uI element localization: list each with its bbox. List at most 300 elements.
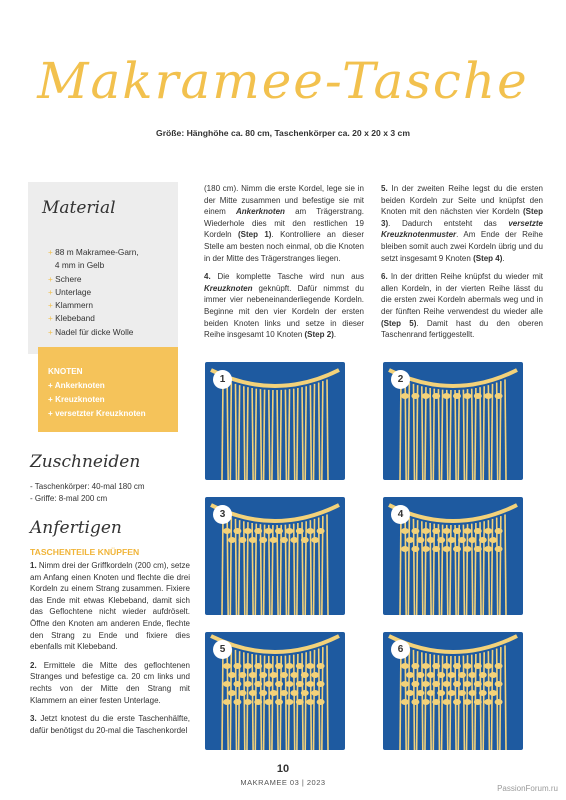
cord: [405, 647, 406, 750]
list-item: + Klammern: [48, 299, 139, 312]
step-photo-2: [383, 362, 523, 480]
knot: [432, 546, 440, 552]
knot: [453, 393, 461, 399]
cord: [500, 647, 501, 750]
knot: [254, 663, 262, 669]
cord: [222, 379, 223, 480]
knot: [296, 663, 304, 669]
knot: [270, 672, 278, 678]
knot: [244, 699, 252, 705]
knot: [411, 528, 419, 534]
cord: [455, 525, 456, 615]
knot: [458, 672, 466, 678]
knot: [244, 528, 252, 534]
knot: [233, 681, 241, 687]
step-badge: 2: [391, 370, 410, 389]
knot: [495, 699, 503, 705]
step-photo-4: [383, 497, 523, 615]
knot: [296, 681, 304, 687]
cord: [260, 389, 261, 480]
knot: [280, 690, 288, 696]
making-subheading: TASCHENTEILE KNÜPFEN: [30, 547, 140, 557]
knot: [416, 537, 424, 543]
cord: [475, 388, 476, 480]
knot: [275, 528, 283, 534]
cord: [492, 519, 493, 615]
knot: [484, 699, 492, 705]
step-number: 6.: [381, 272, 388, 282]
knot: [254, 681, 262, 687]
knot: [443, 699, 451, 705]
knot: [296, 528, 304, 534]
knot: [427, 690, 435, 696]
step-badge: 5: [213, 640, 232, 659]
knot: [463, 393, 471, 399]
knot: [484, 681, 492, 687]
knot: [411, 699, 419, 705]
step-number: 5.: [381, 184, 388, 193]
step-photo-1: [205, 362, 345, 480]
step-6: 6. In der dritten Reihe knüpfst du wieder mit allen Kordeln, in der vierten Reihe lässt du die ersten zwei Kordeln abermals weg und in der fünften Reihe verwendest du wieder alle (Step 5). Damit hast du den oberen Taschenrand fertiggestellt.: [381, 272, 543, 340]
knot: [270, 537, 278, 543]
knot: [228, 672, 236, 678]
cord: [255, 524, 256, 615]
knot: [265, 699, 273, 705]
knot: [254, 699, 262, 705]
knot: [422, 681, 430, 687]
cord: [272, 390, 273, 480]
cord: [222, 514, 223, 615]
step-number: 4.: [204, 272, 211, 282]
magazine-info: MAKRAMEE 03 | 2023: [240, 778, 326, 787]
knot: [427, 537, 435, 543]
knot: [290, 537, 298, 543]
knot: [416, 672, 424, 678]
cord: [327, 379, 328, 480]
cord: [327, 514, 328, 615]
knot: [437, 537, 445, 543]
cord: [302, 387, 303, 480]
cord: [480, 387, 481, 480]
step-3: [30, 713, 190, 736]
cord: [505, 379, 506, 480]
cord: [463, 390, 464, 480]
page-title: Makramee-Tasche: [37, 52, 529, 110]
knots-list: [48, 365, 146, 421]
knot: [223, 699, 231, 705]
knot: [411, 663, 419, 669]
list-item: + Nadel für dicke Wolle: [48, 326, 139, 339]
knot: [311, 537, 319, 543]
knot: [427, 672, 435, 678]
cord: [255, 389, 256, 480]
cord: [425, 387, 426, 480]
knot: [285, 528, 293, 534]
cord: [277, 525, 278, 615]
knot: [432, 681, 440, 687]
material-list: [48, 246, 139, 339]
cord: [467, 524, 468, 615]
knot: [244, 681, 252, 687]
step-photo-3: [205, 497, 345, 615]
knot: [422, 393, 430, 399]
knot: [296, 699, 304, 705]
knot: [249, 672, 257, 678]
knot: [249, 690, 257, 696]
knot: [453, 528, 461, 534]
step-badge: 1: [213, 370, 232, 389]
knot: [448, 690, 456, 696]
cord: [467, 389, 468, 480]
knot: [259, 690, 267, 696]
knot: [463, 546, 471, 552]
material-heading: Material: [42, 198, 116, 218]
knot: [285, 663, 293, 669]
cord: [447, 390, 448, 480]
cord: [247, 522, 248, 615]
step-badge: 3: [213, 505, 232, 524]
cord: [297, 388, 298, 480]
cord: [227, 381, 228, 480]
cord: [433, 389, 434, 480]
cord: [400, 645, 401, 750]
cord: [422, 386, 423, 480]
cord: [480, 522, 481, 615]
knot: [317, 699, 325, 705]
knot: [422, 546, 430, 552]
knot: [285, 699, 293, 705]
knot: [275, 681, 283, 687]
knot: [463, 663, 471, 669]
knot: [468, 537, 476, 543]
cord: [310, 385, 311, 480]
cord: [492, 384, 493, 480]
cord: [483, 652, 484, 750]
knot: [401, 699, 409, 705]
cord: [280, 390, 281, 480]
cord: [314, 519, 315, 615]
list-item: + Schere: [48, 273, 139, 286]
knots-card: [38, 347, 178, 432]
step-text: Ermittele die Mitte des geflochtenen Stranges und befestige ca. 20 cm links und rechts von der Mitte den Strang mit Klammern an einer festen Unterlage.: [30, 660, 190, 705]
cord: [425, 522, 426, 615]
knot: [401, 681, 409, 687]
step-5: 5. In der zweiten Reihe legst du die ersten beiden Kordeln zur Seite und knüpfst den Knoten mit den nächsten vier Kordeln (Step 3). Dadurch entsteht das versetzte Kreuzknotenmuster. Am Ende der Reihe bleiben somit auch zwei Kordeln übrig und du setzt insgesamt 9 Knoten (Step 4).: [381, 184, 543, 263]
knot: [443, 681, 451, 687]
knot: [468, 690, 476, 696]
knot: [249, 537, 257, 543]
knot: [411, 546, 419, 552]
cord: [450, 390, 451, 480]
cord: [269, 390, 270, 480]
cord: [488, 520, 489, 615]
knot: [401, 663, 409, 669]
knot: [484, 393, 492, 399]
knot: [406, 690, 414, 696]
cord: [247, 387, 248, 480]
knots-heading: KNOTEN: [48, 367, 83, 376]
cord: [442, 390, 443, 480]
knot: [495, 546, 503, 552]
knot: [244, 663, 252, 669]
knot: [489, 672, 497, 678]
knot: [301, 672, 309, 678]
knot: [306, 681, 314, 687]
cord: [252, 388, 253, 480]
knot: [265, 663, 273, 669]
step-number: 2.: [30, 660, 37, 670]
knot: [458, 537, 466, 543]
knot: [280, 672, 288, 678]
cutting-line: - Griffe: 8-mal 200 cm: [30, 494, 108, 503]
cord: [430, 654, 431, 750]
knot: [474, 528, 482, 534]
step-badge: 6: [391, 640, 410, 659]
cord: [417, 385, 418, 480]
step-1: [30, 560, 190, 653]
knot: [317, 663, 325, 669]
knot: [254, 528, 262, 534]
cord: [269, 525, 270, 615]
list-item: + 88 m Makramee-Garn,: [48, 246, 139, 259]
cord: [433, 524, 434, 615]
knot: [437, 690, 445, 696]
knot: [290, 690, 298, 696]
knot: [432, 663, 440, 669]
knot: [401, 393, 409, 399]
list-item: + versetzter Kreuzknoten: [48, 407, 146, 421]
knot: [275, 663, 283, 669]
knot: [422, 663, 430, 669]
cord: [289, 389, 290, 480]
cord: [455, 390, 456, 480]
knot: [223, 681, 231, 687]
knot: [484, 546, 492, 552]
making-heading: Anfertigen: [30, 518, 122, 538]
knot: [223, 528, 231, 534]
knot: [238, 672, 246, 678]
cord: [277, 390, 278, 480]
cord: [472, 389, 473, 480]
list-item: + Unterlage: [48, 286, 139, 299]
knot: [443, 663, 451, 669]
cord: [408, 649, 409, 750]
list-item: + Klebeband: [48, 312, 139, 325]
knot: [275, 699, 283, 705]
cord: [235, 384, 236, 480]
cord: [305, 521, 306, 615]
knot: [265, 681, 273, 687]
knot: [443, 393, 451, 399]
cord: [319, 383, 320, 480]
cord: [305, 652, 306, 750]
knot: [474, 681, 482, 687]
cord: [305, 386, 306, 480]
knot: [233, 699, 241, 705]
cord: [458, 390, 459, 480]
step-text: Nimm drei der Griffkordeln (200 cm), setze am Anfang einen Knoten und flechte die drei Kordeln zu einem Strang zusammen. Fixiere das Ende mit etwas Klebeband, damit sich das Geflochtene nicht wieder aufdröselt. Öffne den Knoten am anderen Ende, flechte den Strang zu Ende und fixiere dies ebenfalls mit Klebeband.: [30, 561, 190, 652]
knot: [401, 546, 409, 552]
cord: [244, 386, 245, 480]
cord: [475, 523, 476, 615]
cord: [447, 525, 448, 615]
knot: [411, 393, 419, 399]
cord: [239, 520, 240, 615]
cutting-heading: Zuschneiden: [30, 452, 141, 472]
step-3-continued: (180 cm). Nimm die erste Kordel, lege sie in der Mitte zusammen und befestige sie mit einem Ankerknoten am Trägerstrang. Wiederhole dies mit den restlichen 19 Kordeln (Step 1). Kontrolliere an dieser Stelle am besten noch einmal, ob die Knoten in der Mitte des Trägerstranges liegen.: [204, 184, 365, 263]
knot: [406, 672, 414, 678]
cutting-line: - Taschenkörper: 40-mal 180 cm: [30, 482, 145, 491]
knot: [453, 546, 461, 552]
cord: [327, 645, 328, 750]
cord: [244, 521, 245, 615]
step-photo-6: [383, 632, 523, 750]
knot: [311, 672, 319, 678]
step-2: [30, 660, 190, 706]
step-number: 1.: [30, 561, 37, 570]
knot: [270, 690, 278, 696]
list-item: + Ankerknoten: [48, 379, 146, 393]
cord: [252, 654, 253, 750]
knot: [432, 528, 440, 534]
knot: [468, 672, 476, 678]
knot: [484, 528, 492, 534]
knot: [489, 690, 497, 696]
knot: [474, 699, 482, 705]
knot: [463, 528, 471, 534]
cord: [289, 524, 290, 615]
knot: [495, 393, 503, 399]
knot: [311, 690, 319, 696]
page-number: 10: [276, 763, 290, 775]
cord: [222, 645, 223, 750]
knot: [228, 690, 236, 696]
cord: [442, 656, 443, 750]
cord: [252, 523, 253, 615]
cord: [310, 520, 311, 615]
cord: [230, 383, 231, 480]
knot: [233, 528, 241, 534]
cord: [505, 645, 506, 750]
knot: [422, 699, 430, 705]
cord: [230, 649, 231, 750]
knot: [306, 528, 314, 534]
knot: [301, 690, 309, 696]
knot: [238, 537, 246, 543]
knot: [479, 672, 487, 678]
cord: [417, 520, 418, 615]
knot: [317, 681, 325, 687]
knot: [432, 699, 440, 705]
knot: [416, 690, 424, 696]
knot: [463, 699, 471, 705]
knot: [489, 537, 497, 543]
knot: [401, 528, 409, 534]
knot: [301, 537, 309, 543]
cord: [322, 381, 323, 480]
cord: [400, 379, 401, 480]
step-text: Jetzt knotest du die erste Taschenhälfte, dafür benötigst du 20-mal die Taschenkordel: [30, 714, 190, 735]
cord: [488, 385, 489, 480]
cord: [294, 655, 295, 750]
list-item: 4 mm in Gelb: [54, 260, 105, 271]
knot: [474, 663, 482, 669]
knot: [443, 546, 451, 552]
cord: [302, 522, 303, 615]
knot: [463, 681, 471, 687]
text-column-left: [30, 560, 190, 743]
cord: [297, 523, 298, 615]
step-number: 3.: [30, 714, 37, 724]
cord: [400, 514, 401, 615]
knot: [443, 528, 451, 534]
cord: [430, 523, 431, 615]
step-badge: 4: [391, 505, 410, 524]
knot: [479, 537, 487, 543]
cord: [239, 385, 240, 480]
text-column-right: [381, 183, 543, 348]
cord: [264, 390, 265, 480]
cord: [483, 386, 484, 480]
cord: [294, 389, 295, 480]
knot: [437, 672, 445, 678]
list-item: + Kreuzknoten: [48, 393, 146, 407]
knot: [228, 537, 236, 543]
knot: [458, 690, 466, 696]
cord: [227, 647, 228, 750]
knot: [484, 663, 492, 669]
knot: [422, 528, 430, 534]
watermark: PassionForum.ru: [497, 784, 558, 793]
cord: [472, 655, 473, 750]
knot: [453, 681, 461, 687]
cord: [505, 514, 506, 615]
knot: [285, 681, 293, 687]
size-info: Größe: Hänghöhe ca. 80 cm, Taschenkörper ca. 20 x 20 x 3 cm: [156, 128, 410, 138]
knot: [453, 663, 461, 669]
knot: [280, 537, 288, 543]
knot: [306, 663, 314, 669]
knot: [265, 528, 273, 534]
cord: [438, 389, 439, 480]
knot: [474, 393, 482, 399]
knot: [448, 537, 456, 543]
knot: [233, 663, 241, 669]
material-card: [28, 182, 178, 354]
step-4: 4. Die komplette Tasche wird nun aus Kreuzknoten geknüpft. Dafür nimmst du immer vier nebeneinanderliegende Kordeln. Beginne mit den vier Kordeln der ersten beiden Knoten links und setze in dieser Reihe insgesamt 10 Knoten (Step 2).: [204, 272, 364, 340]
knot: [238, 690, 246, 696]
knot: [306, 699, 314, 705]
knot: [259, 537, 267, 543]
knot: [290, 672, 298, 678]
knot: [448, 672, 456, 678]
knot: [495, 528, 503, 534]
text-column-middle: [204, 183, 364, 348]
knot: [453, 699, 461, 705]
cord: [422, 521, 423, 615]
cord: [483, 521, 484, 615]
knot: [411, 681, 419, 687]
knot: [432, 393, 440, 399]
cord: [314, 384, 315, 480]
knot: [479, 690, 487, 696]
knot: [406, 537, 414, 543]
step-photo-5: [205, 632, 345, 750]
cord: [322, 647, 323, 750]
knot: [495, 681, 503, 687]
cord: [264, 656, 265, 750]
knot: [317, 528, 325, 534]
